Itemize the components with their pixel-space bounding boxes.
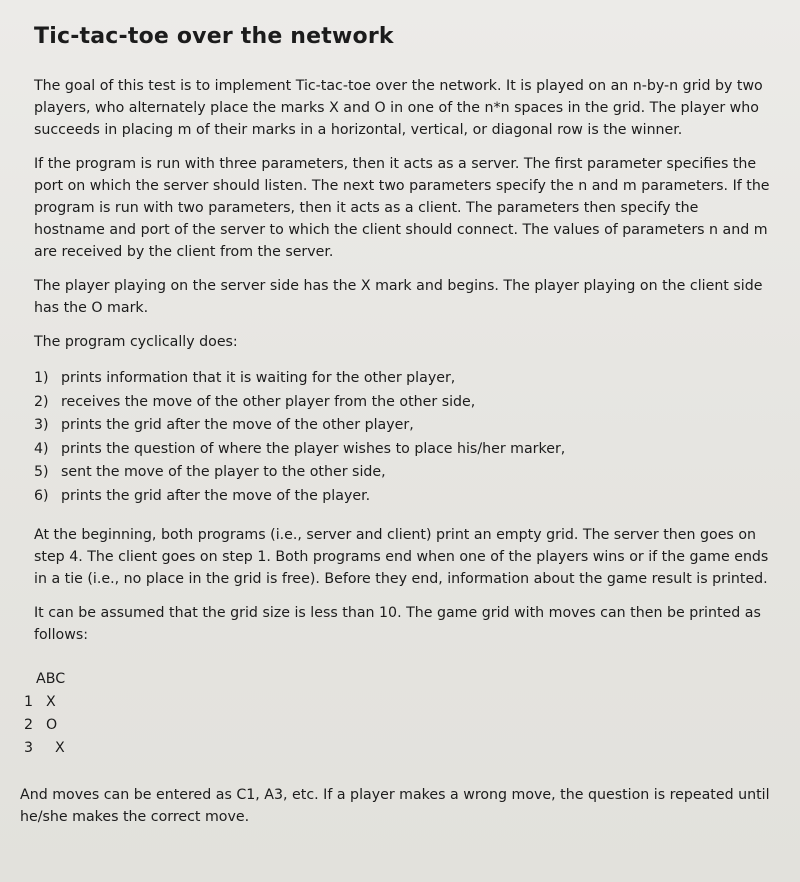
intro-paragraph: The goal of this test is to implement Tic-tac-toe over the network. It is played on an n-by-n grid by two players, who alternately place the marks X and O in one of the n*n spaces in the grid. The player who succeeds in placing m of their marks in a horizontal, vertical, or diagonal row is the winner. xyxy=(34,78,763,138)
step-text: prints the grid after the move of the player. xyxy=(61,487,371,504)
step-number: 6) xyxy=(34,487,49,504)
grid-header: ABC xyxy=(36,671,66,687)
marks-paragraph: The player playing on the server side has the X mark and begins. The player playing on the client side has the O mark. xyxy=(34,278,763,316)
grid-example xyxy=(24,668,770,760)
parameters-paragraph: If the program is run with three parameters, then it acts as a server. The first parameter specifies the port on which the server should listen. The next two parameters specify the n and m parameters. If the program is run with two parameters, then it acts as a client. The parameters then specify the hostname and port of the server to which the client should connect. The values of parameters n and m are received by the client from the server. xyxy=(34,156,770,260)
row-cells: X xyxy=(46,740,65,756)
row-label: 2 xyxy=(24,717,34,733)
grid-size-paragraph: It can be assumed that the grid size is less than 10. The game grid with moves can then be printed as follows: xyxy=(34,605,761,643)
cycle-intro: The program cyclically does: xyxy=(34,334,238,350)
step-text: sent the move of the player to the other side, xyxy=(61,464,386,480)
list-item xyxy=(34,391,770,415)
moves-paragraph: And moves can be entered as C1, A3, etc. If a player makes a wrong move, the question is repeated until he/she makes the correct move. xyxy=(20,787,770,825)
step-text: prints the question of where the player wishes to place his/her marker, xyxy=(61,440,566,457)
step-text: prints the grid after the move of the other player, xyxy=(61,417,414,433)
list-item xyxy=(34,438,770,462)
step-text: receives the move of the other player from the other side, xyxy=(61,393,476,410)
row-label: 1 xyxy=(24,694,34,710)
grid-row xyxy=(24,737,770,760)
step-number: 3) xyxy=(34,417,49,433)
list-item xyxy=(34,461,770,485)
list-item xyxy=(34,485,770,509)
row-cells: X xyxy=(46,694,56,710)
grid-row xyxy=(24,714,770,737)
step-text: prints information that it is waiting for the other player, xyxy=(61,370,456,386)
beginning-paragraph: At the beginning, both programs (i.e., server and client) print an empty grid. The server then goes on step 4. The client goes on step 1. Both programs end when one of the players wins or if the game ends in a tie (i.e., no place in the grid is free). Before they end, information about the game result is printed. xyxy=(34,527,769,587)
list-item xyxy=(34,414,770,438)
grid-row xyxy=(24,691,770,714)
step-number: 4) xyxy=(34,440,49,457)
step-number: 1) xyxy=(34,370,49,386)
steps-list xyxy=(34,367,770,508)
step-number: 5) xyxy=(34,464,49,480)
list-item xyxy=(34,367,770,391)
row-label: 3 xyxy=(24,740,34,756)
page-title: Tic-tac-toe over the network xyxy=(34,24,394,49)
row-cells: O xyxy=(46,717,58,733)
step-number: 2) xyxy=(34,393,49,410)
